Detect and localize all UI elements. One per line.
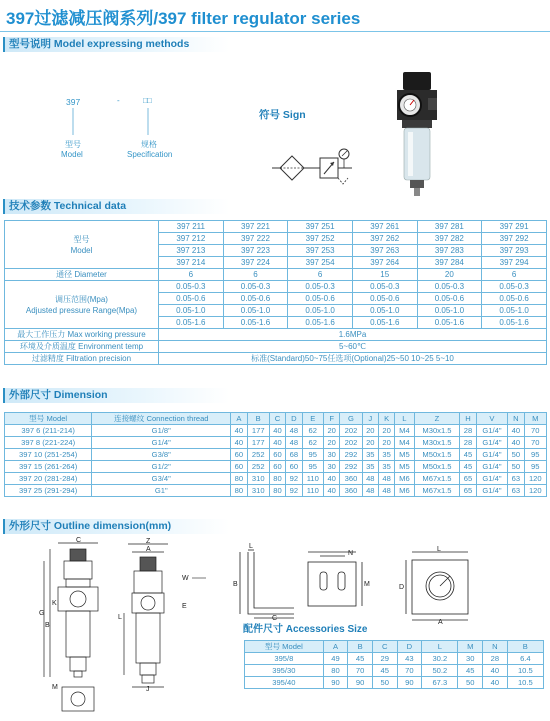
dim-label-w: W xyxy=(182,575,189,582)
model-cell: 397 264 xyxy=(352,257,417,269)
dimension-cell: 65 xyxy=(460,485,476,497)
accessories-cell: 395/40 xyxy=(245,677,324,689)
section-heading-technical: 技术参数 Technical data xyxy=(3,199,229,214)
dimension-header-cell: N xyxy=(508,413,524,425)
table-row xyxy=(5,485,547,497)
accessories-cell: 10.5 xyxy=(507,665,543,677)
pressure-cell: 0.05-0.6 xyxy=(223,293,288,305)
dimension-cell: 62 xyxy=(302,425,324,437)
accessories-cell: 90 xyxy=(397,677,422,689)
pressure-cell: 0.05-1.6 xyxy=(417,317,482,329)
dimension-header-cell: L xyxy=(395,413,414,425)
accessories-cell: 10.5 xyxy=(507,677,543,689)
dimension-cell: 70 xyxy=(524,425,546,437)
dimension-cell: 202 xyxy=(340,437,362,449)
dimension-cell: G1/4" xyxy=(476,473,508,485)
dimension-header-cell: F xyxy=(324,413,340,425)
accessories-cell: 67.3 xyxy=(422,677,458,689)
sign-label: 符号 Sign xyxy=(259,109,306,121)
dimension-cell: 292 xyxy=(340,449,362,461)
dimension-cell: 92 xyxy=(286,473,302,485)
model-cell: 397 293 xyxy=(482,245,547,257)
dimension-cell: 45 xyxy=(460,449,476,461)
bracket-label-l: L xyxy=(249,543,253,550)
dimension-cell: 28 xyxy=(460,437,476,449)
accessories-cell: 70 xyxy=(348,665,373,677)
model-cell: 397 283 xyxy=(417,245,482,257)
bracket-drawing xyxy=(232,543,300,622)
dimension-cell: 20 xyxy=(362,437,378,449)
dimension-cell: 40 xyxy=(324,473,340,485)
dimension-cell: 92 xyxy=(286,485,302,497)
model-cell: 397 281 xyxy=(417,221,482,233)
pressure-cell: 0.05-0.6 xyxy=(417,293,482,305)
model-label-en: Model xyxy=(61,150,83,159)
accessories-header-cell: C xyxy=(372,641,397,653)
pressure-cell: 0.05-1.0 xyxy=(288,305,353,317)
nut-label-d: D xyxy=(399,584,405,591)
dimension-cell: 35 xyxy=(378,449,394,461)
dimension-header-cell: D xyxy=(286,413,302,425)
spec-box: □□ xyxy=(143,96,151,105)
environment-temp-value: 5~60℃ xyxy=(159,341,547,353)
pressure-range-label-en: Adjusted pressure Range(Mpa) xyxy=(25,305,138,315)
dimension-cell: 50 xyxy=(508,461,524,473)
dimension-cell: 292 xyxy=(340,461,362,473)
dimension-cell: 310 xyxy=(247,473,269,485)
dimension-cell: 40 xyxy=(269,425,285,437)
accessories-header-cell: 型号 Model xyxy=(245,641,324,653)
dimension-cell: 40 xyxy=(508,425,524,437)
dimension-cell: 120 xyxy=(524,473,546,485)
technical-data-table xyxy=(4,220,547,365)
dimension-header-cell: A xyxy=(231,413,247,425)
max-pressure-label: 最大工作压力 Max working pressure xyxy=(5,329,159,341)
accessories-cell: 49 xyxy=(323,653,348,665)
dimension-cell: 80 xyxy=(231,485,247,497)
diameter-label: 通径 Diameter xyxy=(5,269,159,281)
dimension-cell: 45 xyxy=(460,461,476,473)
accessories-header-cell: M xyxy=(458,641,483,653)
dimension-cell: 80 xyxy=(269,473,285,485)
model-cell: 397 292 xyxy=(482,233,547,245)
dimension-cell: G1/4" xyxy=(476,485,508,497)
accessories-cell: 50 xyxy=(458,677,483,689)
accessories-cell: 80 xyxy=(323,665,348,677)
bracket-top-drawing xyxy=(300,548,370,618)
dimension-header-cell: C xyxy=(269,413,285,425)
front-view-drawing xyxy=(36,537,118,715)
max-pressure-value: 1.6MPa xyxy=(159,329,547,341)
side-dimension-labels xyxy=(182,560,216,620)
dim-label-j: J xyxy=(146,686,150,693)
model-cell: 397 223 xyxy=(223,245,288,257)
pressure-cell: 0.05-0.3 xyxy=(352,281,417,293)
accessories-cell: 395/30 xyxy=(245,665,324,677)
dimension-cell: 60 xyxy=(269,449,285,461)
dimension-header-cell: H xyxy=(460,413,476,425)
model-cell: 397 212 xyxy=(159,233,224,245)
dimension-cell: M50x1.5 xyxy=(414,449,460,461)
model-cell: 397 251 xyxy=(288,221,353,233)
pressure-cell: 0.05-1.0 xyxy=(159,305,224,317)
table-row xyxy=(245,677,544,689)
table-row xyxy=(5,461,547,473)
dimension-header-cell: V xyxy=(476,413,508,425)
pressure-cell: 0.05-1.6 xyxy=(288,317,353,329)
dimension-cell: 95 xyxy=(524,449,546,461)
dimension-cell: 252 xyxy=(247,449,269,461)
dim-label-a: A xyxy=(146,546,151,553)
dimension-cell: 360 xyxy=(340,473,362,485)
dim-label-l: L xyxy=(118,614,122,621)
dimension-cell: M30x1.5 xyxy=(414,437,460,449)
dimension-cell: 48 xyxy=(362,485,378,497)
dimension-cell: 177 xyxy=(247,437,269,449)
accessories-header-cell: B xyxy=(348,641,373,653)
dimension-cell: M30x1.5 xyxy=(414,425,460,437)
model-cell: 397 284 xyxy=(417,257,482,269)
dim-label-e: E xyxy=(182,603,187,610)
accessories-cell: 90 xyxy=(348,677,373,689)
dimension-cell: 397 6 (211-214) xyxy=(5,425,92,437)
dimension-header-cell: J xyxy=(362,413,378,425)
bracket-label-n: N xyxy=(348,550,354,557)
accessories-header-cell: N xyxy=(483,641,508,653)
dimension-cell: M67x1.5 xyxy=(414,473,460,485)
dimension-cell: 30 xyxy=(324,461,340,473)
dimension-cell: 397 8 (221-224) xyxy=(5,437,92,449)
pressure-range-label-cn: 调压范围(Mpa) xyxy=(55,294,108,304)
dimension-cell: 60 xyxy=(269,461,285,473)
dimension-cell: 35 xyxy=(362,461,378,473)
dimension-cell: 80 xyxy=(269,485,285,497)
dimension-cell: 360 xyxy=(340,485,362,497)
model-cell: 397 262 xyxy=(352,233,417,245)
dimension-cell: 397 25 (291-294) xyxy=(5,485,92,497)
model-cell: 397 253 xyxy=(288,245,353,257)
bracket-label-m: M xyxy=(364,581,370,588)
table-row xyxy=(5,473,547,485)
accessories-header-cell: D xyxy=(397,641,422,653)
section-heading-model: 型号说明 Model expressing methods xyxy=(3,37,229,52)
nut-label-l: L xyxy=(437,546,441,553)
dimension-cell: M50x1.5 xyxy=(414,461,460,473)
dimension-cell: 20 xyxy=(378,437,394,449)
pressure-cell: 0.05-1.0 xyxy=(352,305,417,317)
accessories-heading: 配件尺寸 Accessories Size xyxy=(243,624,368,635)
pressure-range-label xyxy=(5,281,159,329)
dimension-cell: G1/4" xyxy=(476,437,508,449)
dimension-cell: M5 xyxy=(395,449,414,461)
dim-label-m: M xyxy=(52,684,58,691)
pressure-cell: 0.05-1.0 xyxy=(223,305,288,317)
title-divider xyxy=(0,31,550,32)
dim-label-g: G xyxy=(39,610,45,617)
dimension-header-cell: E xyxy=(302,413,324,425)
accessories-cell: 6.4 xyxy=(507,653,543,665)
dimension-cell: 20 xyxy=(378,425,394,437)
table-row xyxy=(5,437,547,449)
model-dash: - xyxy=(117,96,120,105)
dimension-cell: 20 xyxy=(362,425,378,437)
accessories-cell: 45 xyxy=(348,653,373,665)
dimension-cell: G1/4" xyxy=(476,461,508,473)
dimension-cell: 28 xyxy=(460,425,476,437)
pressure-cell: 0.05-0.3 xyxy=(223,281,288,293)
dimension-header-row xyxy=(5,413,547,425)
table-row xyxy=(245,665,544,677)
accessories-cell: 50 xyxy=(372,677,397,689)
dimension-header-cell: B xyxy=(247,413,269,425)
dimension-cell: G1/8" xyxy=(92,425,231,437)
accessories-header-cell: L xyxy=(422,641,458,653)
dimension-cell: 65 xyxy=(460,473,476,485)
dimension-cell: 35 xyxy=(362,449,378,461)
dimension-cell: M67x1.5 xyxy=(414,485,460,497)
filtration-label: 过滤精度 Filtration precision xyxy=(5,353,159,365)
dimension-cell: 110 xyxy=(302,473,324,485)
dimension-table xyxy=(4,412,547,497)
dimension-cell: 177 xyxy=(247,425,269,437)
table-row xyxy=(5,449,547,461)
model-cell: 397 282 xyxy=(417,233,482,245)
dim-label-z: Z xyxy=(146,538,151,545)
accessories-cell: 45 xyxy=(458,665,483,677)
page-title: 397过滤减压阀系列/397 filter regulator series xyxy=(6,9,361,28)
dim-label-c: C xyxy=(76,537,82,544)
accessories-cell: 43 xyxy=(397,653,422,665)
accessories-cell: 90 xyxy=(323,677,348,689)
dimension-cell: 40 xyxy=(231,437,247,449)
dimension-cell: 50 xyxy=(508,449,524,461)
environment-temp-label: 环境及介质温度 Environment temp xyxy=(5,341,159,353)
model-cell: 397 222 xyxy=(223,233,288,245)
dimension-cell: 48 xyxy=(286,425,302,437)
model-cell: 397 224 xyxy=(223,257,288,269)
dimension-cell: 252 xyxy=(247,461,269,473)
spec-label-en: Specification xyxy=(127,150,173,159)
dimension-cell: 40 xyxy=(269,437,285,449)
accessories-header-row xyxy=(245,641,544,653)
model-cell: 397 254 xyxy=(288,257,353,269)
dimension-cell: 310 xyxy=(247,485,269,497)
dimension-cell: 397 15 (261-264) xyxy=(5,461,92,473)
accessories-cell: 40 xyxy=(483,665,508,677)
pressure-cell: 0.05-0.3 xyxy=(482,281,547,293)
model-label-cn-cell: 型号 xyxy=(73,234,90,244)
dimension-cell: 40 xyxy=(508,437,524,449)
dimension-cell: M6 xyxy=(395,473,414,485)
side-view-drawing xyxy=(118,538,182,693)
dimension-cell: 48 xyxy=(378,473,394,485)
product-photo xyxy=(388,70,448,200)
dimension-header-cell: M xyxy=(524,413,546,425)
dimension-cell: G1" xyxy=(92,485,231,497)
accessories-cell: 45 xyxy=(372,665,397,677)
dimension-cell: 60 xyxy=(231,461,247,473)
dimension-cell: 120 xyxy=(524,485,546,497)
model-cell: 397 261 xyxy=(352,221,417,233)
accessories-cell: 30 xyxy=(458,653,483,665)
dimension-cell: 110 xyxy=(302,485,324,497)
diameter-cell: 6 xyxy=(159,269,224,281)
dimension-header-cell: 型号 Model xyxy=(5,413,92,425)
model-label-en-cell: Model xyxy=(70,245,93,255)
bracket-label-b: B xyxy=(233,581,238,588)
model-leader-lines xyxy=(60,105,170,140)
table-row xyxy=(5,425,547,437)
dimension-cell: 202 xyxy=(340,425,362,437)
dimension-cell: 62 xyxy=(302,437,324,449)
dimension-cell: 95 xyxy=(302,449,324,461)
dimension-cell: 80 xyxy=(231,473,247,485)
dimension-header-cell: G xyxy=(340,413,362,425)
dim-label-b: B xyxy=(45,622,50,629)
pressure-cell: 0.05-1.0 xyxy=(417,305,482,317)
model-cell: 397 291 xyxy=(482,221,547,233)
pressure-cell: 0.05-1.6 xyxy=(159,317,224,329)
dimension-cell: M4 xyxy=(395,437,414,449)
accessories-header-cell: B xyxy=(507,641,543,653)
section-heading-dimension: 外部尺寸 Dimension xyxy=(3,388,229,403)
bracket-label-c: C xyxy=(272,615,278,622)
pressure-cell: 0.05-1.0 xyxy=(482,305,547,317)
model-label-cn: 型号 xyxy=(65,140,81,149)
pressure-cell: 0.05-1.6 xyxy=(482,317,547,329)
nut-label-a: A xyxy=(438,619,443,626)
dimension-cell: 20 xyxy=(324,437,340,449)
dimension-cell: 397 10 (251-254) xyxy=(5,449,92,461)
dimension-cell: 48 xyxy=(362,473,378,485)
dimension-cell: M6 xyxy=(395,485,414,497)
dimension-cell: 20 xyxy=(324,425,340,437)
table-row xyxy=(245,653,544,665)
model-cell: 397 214 xyxy=(159,257,224,269)
model-code: 397 xyxy=(66,97,81,107)
model-cell: 397 294 xyxy=(482,257,547,269)
model-cell: 397 263 xyxy=(352,245,417,257)
spec-label-cn: 规格 xyxy=(141,140,157,149)
dimension-cell: 397 20 (281-284) xyxy=(5,473,92,485)
dimension-cell: 48 xyxy=(378,485,394,497)
dimension-header-cell: K xyxy=(378,413,394,425)
model-label-cell xyxy=(5,221,159,269)
accessories-cell: 70 xyxy=(397,665,422,677)
dimension-cell: M5 xyxy=(395,461,414,473)
diameter-cell: 6 xyxy=(223,269,288,281)
dimension-cell: G3/8" xyxy=(92,449,231,461)
pressure-cell: 0.05-0.3 xyxy=(417,281,482,293)
pressure-cell: 0.05-0.6 xyxy=(288,293,353,305)
dimension-cell: G3/4" xyxy=(92,473,231,485)
dimension-cell: G1/2" xyxy=(92,461,231,473)
dimension-cell: 63 xyxy=(508,473,524,485)
dimension-cell: 35 xyxy=(378,461,394,473)
accessories-header-cell: A xyxy=(323,641,348,653)
diameter-cell: 6 xyxy=(482,269,547,281)
model-cell: 397 211 xyxy=(159,221,224,233)
dimension-cell: G1/4" xyxy=(476,449,508,461)
accessories-cell: 28 xyxy=(483,653,508,665)
pressure-cell: 0.05-1.6 xyxy=(352,317,417,329)
diameter-cell: 15 xyxy=(352,269,417,281)
diameter-cell: 20 xyxy=(417,269,482,281)
dimension-header-cell: Z xyxy=(414,413,460,425)
diameter-cell: 6 xyxy=(288,269,353,281)
pressure-cell: 0.05-1.6 xyxy=(223,317,288,329)
accessories-cell: 395/8 xyxy=(245,653,324,665)
dimension-cell: 63 xyxy=(508,485,524,497)
section-heading-outline: 外形尺寸 Outline dimension(mm) xyxy=(3,519,229,534)
pressure-cell: 0.05-0.6 xyxy=(482,293,547,305)
model-cell: 397 213 xyxy=(159,245,224,257)
sign-symbol xyxy=(270,146,360,188)
filtration-value: 标准(Standard)50~75任选项(Optional)25~50 10~25 5~10 xyxy=(159,353,547,365)
pressure-cell: 0.05-0.3 xyxy=(288,281,353,293)
dimension-cell: 48 xyxy=(286,437,302,449)
dimension-cell: 95 xyxy=(302,461,324,473)
dimension-cell: M4 xyxy=(395,425,414,437)
accessories-cell: 50.2 xyxy=(422,665,458,677)
dimension-cell: 30 xyxy=(324,449,340,461)
accessories-cell: 40 xyxy=(483,677,508,689)
dimension-cell: G1/4" xyxy=(476,425,508,437)
dimension-cell: 40 xyxy=(231,425,247,437)
dim-label-k: K xyxy=(52,600,57,607)
accessories-cell: 29 xyxy=(372,653,397,665)
accessories-table xyxy=(244,640,544,689)
pressure-cell: 0.05-0.6 xyxy=(159,293,224,305)
pressure-cell: 0.05-0.3 xyxy=(159,281,224,293)
accessories-cell: 30.2 xyxy=(422,653,458,665)
dimension-cell: 68 xyxy=(286,449,302,461)
nut-drawing xyxy=(398,548,486,624)
dimension-header-cell: 连接螺纹 Connection thread xyxy=(92,413,231,425)
dimension-cell: 60 xyxy=(231,449,247,461)
model-cell: 397 252 xyxy=(288,233,353,245)
dimension-cell: G1/4" xyxy=(92,437,231,449)
dimension-cell: 40 xyxy=(324,485,340,497)
dimension-cell: 95 xyxy=(524,461,546,473)
pressure-cell: 0.05-0.6 xyxy=(352,293,417,305)
model-cell: 397 221 xyxy=(223,221,288,233)
dimension-cell: 60 xyxy=(286,461,302,473)
dimension-cell: 70 xyxy=(524,437,546,449)
